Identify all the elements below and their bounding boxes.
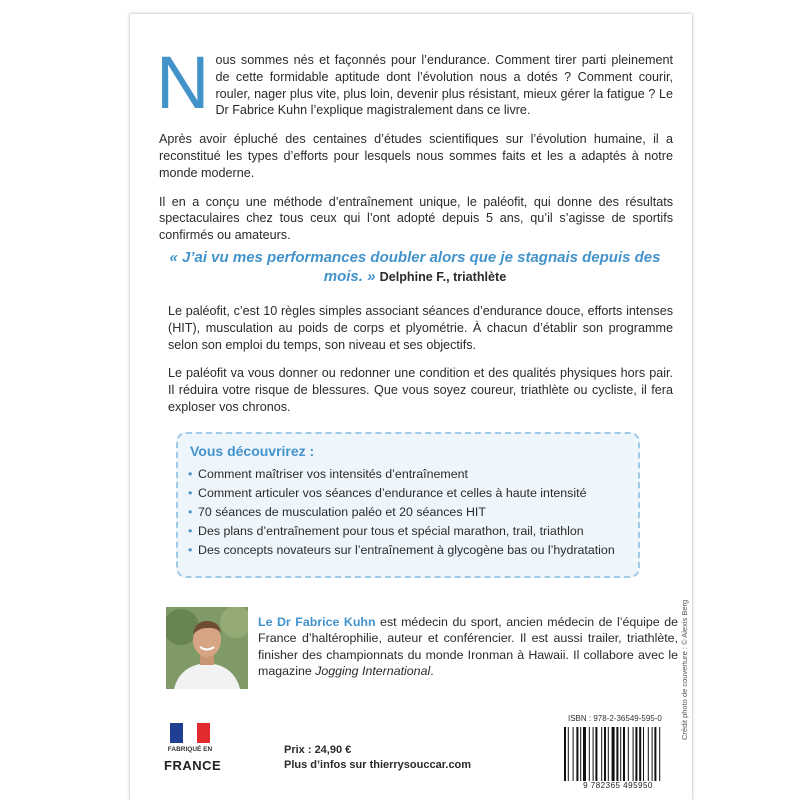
barcode-bar [648,727,649,781]
barcode-bar [654,727,656,781]
barcode-bar [616,727,618,781]
barcode-bar [580,727,581,781]
list-item: • 70 séances de musculation paléo et 20 séances HIT [188,504,628,520]
list-item: • Comment maîtriser vos intensités d’entraînement [188,466,628,482]
isbn: ISBN : 978-2-36549-595-0 [568,714,662,723]
list-item: • Des plans d’entraînement pour tous et spécial marathon, trail, triathlon [188,523,628,539]
author-portrait-icon [166,607,248,689]
quote-author: Delphine F., triathlète [379,270,507,284]
barcode-bar [608,727,609,781]
barcode-bar [593,727,594,781]
barcode-number: 9 782365 495950 [583,781,653,790]
intro-paragraph-1: Nous sommes nés et façonnés pour l’endurance. Comment tirer parti pleinement de cette formidable aptitude dont l’évolution nous a dotés ? Comment courir, rouler, nager plus vite, plus loin, devenir plus résistant, mieux gérer la fatigue ? Le Dr Fabrice Kuhn l’explique magistralement dans ce livre. [156,41,673,124]
list-item: • Comment articuler vos séances d’endurance et celles à haute intensité [188,485,628,501]
barcode-bar [583,727,586,781]
body-text [168,303,673,428]
barcode-bar [573,727,574,781]
barcode-bar [623,727,625,781]
barcode-bar [595,727,597,781]
intro-paragraph-2: Après avoir épluché des centaines d’études scientifiques sur l’évolution humaine, il a reconstitué les types d’efforts pour lesquels nous sommes faits et les a adaptés à notre monde moderne. [159,132,673,180]
barcode-bar [643,727,644,781]
barcode-bar [601,727,602,781]
quote-text: « J’ai vu mes performances doubler alors que je stagnais depuis des mois. » [169,249,661,285]
drop-cap: N [156,41,210,124]
barcode-bar [635,727,637,781]
barcode-icon [562,727,674,781]
body-paragraph-4: Le paléofit, c’est 10 règles simples associant séances d’endurance douce, efforts intenses (HIT), musculation au poids de corps et plyométrie. À chacun d’établir son programme selon son emploi du temps, son niveau et ses objectifs. [168,304,673,352]
magazine-name: Jogging International [315,663,431,678]
price-block [284,743,471,773]
intro-paragraph-3: Il en a conçu une méthode d’entraînement unique, le paléofit, qui donne des résultats spectaculaires chez tous ceux qui l’ont adopté depuis 5 ans, qu’il s’agisse de sportifs confirmés ou amateurs. [159,194,673,243]
discover-list [188,466,628,561]
france-label: FRANCE [164,758,222,773]
barcode-bar [652,727,653,781]
discover-title: Vous découvrirez : [190,443,315,459]
fabrique-label: FABRIQUÉ EN [167,746,213,753]
french-flag-icon [170,723,210,743]
testimonial-quote [165,248,665,287]
barcode-bar [564,727,566,781]
barcode-bar [576,727,578,781]
barcode-bar [589,727,590,781]
intro-text [156,41,673,256]
barcode-bar [612,727,615,781]
website-info: Plus d’infos sur thierrysouccar.com [284,759,472,771]
barcode-bar [568,727,569,781]
barcode-bar [639,727,641,781]
discover-box [176,432,640,578]
photo-credit: Crédit photo de couverture : © Alexis Berg [680,599,689,740]
author-photo [166,607,248,689]
barcode-bar [620,727,621,781]
barcode-bar [659,727,660,781]
price: Prix : 24,90 € [284,744,352,756]
author-bio: Le Dr Fabrice Kuhn est médecin du sport, ancien médecin de l’équipe de France d’haltérophilie, auteur et conférencier. Il est aussi trailer, triathlète, finisher des championnats du monde Ironman à Hawaii. Il collabore avec le magazine Jogging International. [258,615,678,678]
barcode-bar [633,727,634,781]
list-item: • Des concepts novateurs sur l’entraînement à glycogène bas ou l’hydratation [188,542,628,558]
body-paragraph-5: Le paléofit va vous donner ou redonner une condition et des qualités physiques hors pair. Il réduira votre risque de blessures. Que vous soyez coureur, triathlète ou cycliste, il fera exploser vos chronos. [168,366,673,414]
barcode-bar [604,727,606,781]
author-name: Le Dr Fabrice Kuhn [258,615,376,629]
barcode-bar [628,727,629,781]
